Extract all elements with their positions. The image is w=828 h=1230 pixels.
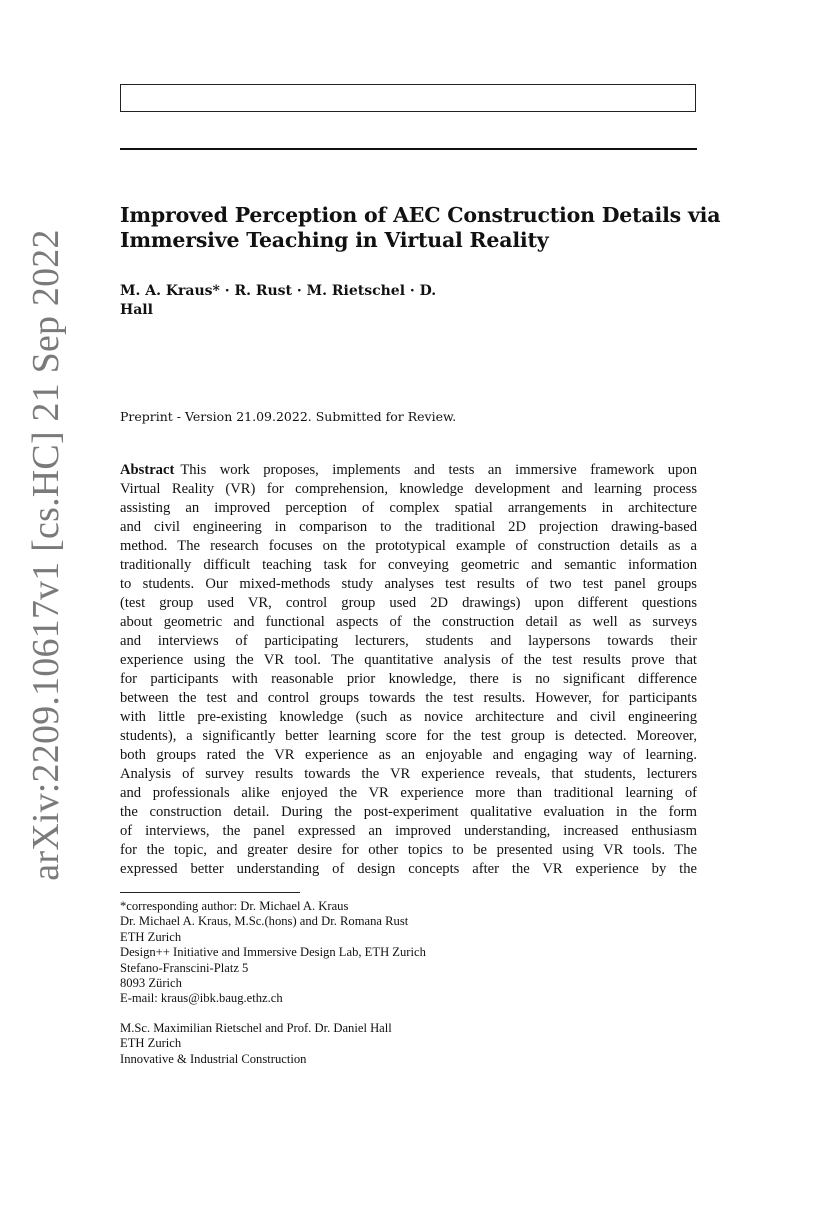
abstract-line: the construction detail. During the post-experiment qualitative evaluation in the form bbox=[120, 804, 697, 820]
abstract-line: both groups rated the VR experience as an enjoyable and engaging way of learning. bbox=[120, 747, 697, 763]
abstract-line: for the topic, and greater desire for other topics to be presented using VR tools. The bbox=[120, 842, 697, 858]
abstract-line-text: This work proposes, implements and tests an immersive framework upon bbox=[180, 462, 697, 478]
abstract-line: with little pre-existing knowledge (such as novice architecture and civil engineering bbox=[120, 709, 697, 725]
abstract-line: for participants with reasonable prior knowledge, there is no significant difference bbox=[120, 671, 697, 687]
abstract-line: Analysis of survey results towards the VR experience reveals, that students, lecturers bbox=[120, 766, 697, 782]
abstract-line: of interviews, the panel expressed an improved understanding, increased enthusiasm bbox=[120, 823, 697, 839]
author-line: Hall bbox=[120, 302, 153, 318]
author-line: M. A. Kraus* · R. Rust · M. Rietschel · D. bbox=[120, 283, 437, 299]
abstract-line: traditionally difficult teaching task for conveying geometric and semantic information bbox=[120, 557, 697, 573]
paper-title bbox=[120, 203, 721, 253]
title-line: Improved Perception of AEC Construction Details via bbox=[120, 203, 721, 227]
arxiv-stamp[interactable]: arXiv:2209.10617v1 [cs.HC] 21 Sep 2022 bbox=[25, 229, 67, 881]
abstract-line: and civil engineering in comparison to the traditional 2D projection drawing-based bbox=[120, 519, 697, 535]
footnote-line: Design++ Initiative and Immersive Design Lab, ETH Zurich bbox=[120, 945, 426, 960]
abstract-line: assisting an improved perception of complex spatial arrangements in architecture bbox=[120, 500, 697, 516]
header-box bbox=[120, 84, 696, 112]
abstract-line: (test group used VR, control group used 2D drawings) upon different questions bbox=[120, 595, 697, 611]
abstract-line: about geometric and functional aspects of the construction detail as well as surveys bbox=[120, 614, 697, 630]
abstract-line: and interviews of participating lecturers, students and laypersons towards their bbox=[120, 633, 697, 649]
abstract-line: between the test and control groups towards the test results. However, for participants bbox=[120, 690, 697, 706]
preprint-note: Preprint - Version 21.09.2022. Submitted for Review. bbox=[120, 409, 457, 424]
footnote-line: 8093 Zürich bbox=[120, 976, 182, 991]
footnote-gap bbox=[120, 1007, 426, 1021]
author-list bbox=[120, 282, 436, 320]
abstract-line: Virtual Reality (VR) for comprehension, knowledge development and learning process bbox=[120, 481, 697, 497]
footnote-line: ETH Zurich bbox=[120, 929, 182, 944]
footnote-line: Dr. Michael A. Kraus, M.Sc.(hons) and Dr. Romana Rust bbox=[120, 914, 409, 929]
footnote-rule bbox=[120, 892, 300, 893]
footnote-email[interactable]: E-mail: kraus@ibk.baug.ethz.ch bbox=[120, 991, 283, 1006]
footnote-line: M.Sc. Maximilian Rietschel and Prof. Dr. Daniel Hall bbox=[120, 1020, 392, 1035]
footnote-line: Innovative & Industrial Construction bbox=[120, 1051, 307, 1066]
footnote-line: Stefano-Franscini-Platz 5 bbox=[120, 960, 249, 975]
footnote-line: ETH Zurich bbox=[120, 1036, 182, 1051]
abstract-line bbox=[120, 461, 697, 480]
abstract-line: method. The research focuses on the prototypical example of construction details as a bbox=[120, 538, 697, 554]
abstract-line: expressed better understanding of design concepts after the VR experience by the bbox=[120, 861, 697, 877]
abstract-line: experience using the VR tool. The quantitative analysis of the test results prove that bbox=[120, 652, 697, 668]
title-line: Immersive Teaching in Virtual Reality bbox=[120, 228, 549, 252]
abstract-line: and professionals alike enjoyed the VR experience more than traditional learning of bbox=[120, 785, 697, 801]
abstract-line: students), a significantly better learning score for the test group is detected. Moreover, bbox=[120, 728, 697, 744]
header-rule bbox=[120, 148, 697, 150]
footnote-line: *corresponding author: Dr. Michael A. Kraus bbox=[120, 899, 349, 913]
abstract bbox=[120, 461, 697, 879]
abstract-heading: Abstract bbox=[120, 462, 175, 478]
abstract-line: to students. Our mixed-methods study analyses test results of two test panel groups bbox=[120, 576, 697, 592]
footnote bbox=[120, 899, 426, 1067]
